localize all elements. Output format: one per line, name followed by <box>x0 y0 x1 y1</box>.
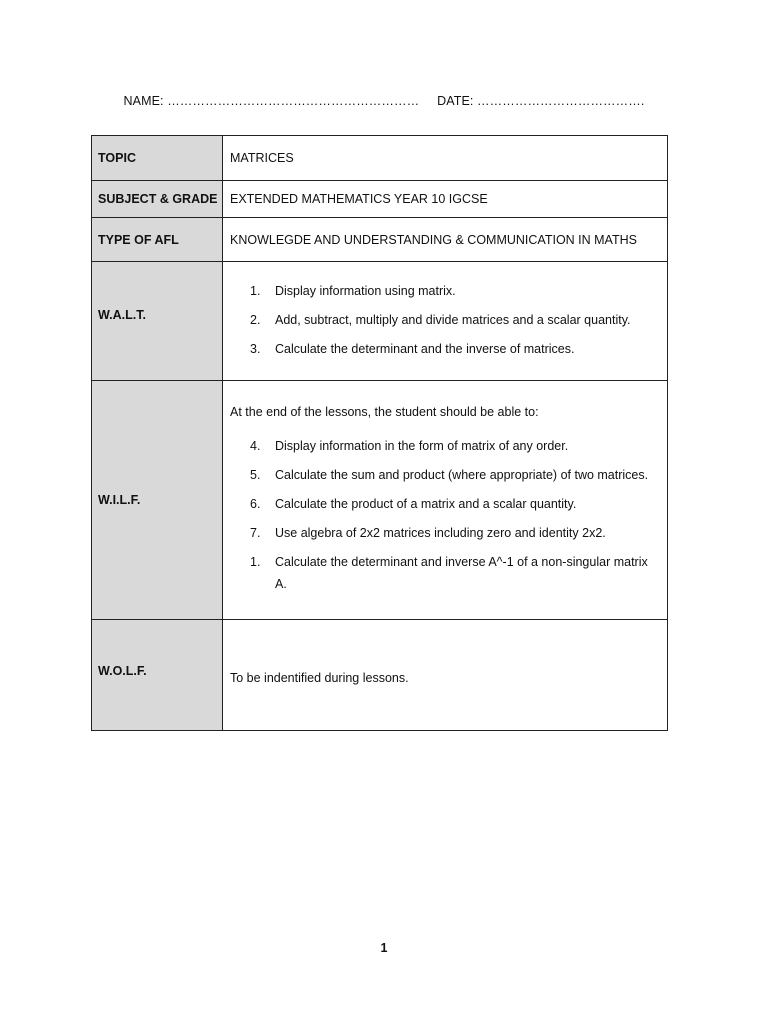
wilf-content <box>223 381 668 620</box>
wolf-content <box>223 620 668 731</box>
list-item <box>223 551 667 595</box>
list-item <box>223 309 667 331</box>
topic-value: MATRICES <box>223 136 668 181</box>
subject-row <box>92 181 668 218</box>
topic-label: TOPIC <box>92 136 223 181</box>
wilf-row <box>92 381 668 620</box>
list-item-number: 7. <box>250 526 261 540</box>
header-spacer <box>419 94 437 108</box>
list-item <box>223 280 667 302</box>
list-item-number: 1. <box>250 284 261 298</box>
list-item-number: 4. <box>250 439 261 453</box>
wolf-text: To be indentified during lessons. <box>230 670 409 685</box>
list-item <box>223 338 667 360</box>
walt-row <box>92 262 668 381</box>
list-item-text: Calculate the product of a matrix and a scalar quantity. <box>275 497 577 511</box>
student-header <box>0 94 768 108</box>
date-field[interactable]: DATE: …………………………………. <box>437 94 645 108</box>
subject-label: SUBJECT & GRADE <box>92 181 223 218</box>
wilf-label: W.I.L.F. <box>92 381 223 620</box>
wolf-label: W.O.L.F. <box>92 620 223 731</box>
list-item-text: Calculate the determinant and the inverse of matrices. <box>275 342 575 356</box>
list-item-text: Calculate the sum and product (where appropriate) of two matrices. <box>275 468 649 482</box>
afl-label: TYPE OF AFL <box>92 218 223 262</box>
list-item <box>223 435 667 457</box>
wilf-intro: At the end of the lessons, the student should be able to: <box>230 405 539 419</box>
list-item-number: 1. <box>250 555 261 569</box>
wilf-list <box>223 435 667 595</box>
list-item-text: Display information in the form of matrix of any order. <box>275 439 569 453</box>
list-item-text: Display information using matrix. <box>275 284 456 298</box>
list-item-number: 3. <box>250 342 261 356</box>
afl-table <box>91 135 668 731</box>
walt-list <box>223 275 667 360</box>
walt-content <box>223 262 668 381</box>
afl-row <box>92 218 668 262</box>
afl-value: KNOWLEGDE AND UNDERSTANDING & COMMUNICATION IN MATHS <box>223 218 668 262</box>
list-item-number: 2. <box>250 313 261 327</box>
list-item-text: Use algebra of 2x2 matrices including zero and identity 2x2. <box>275 526 606 540</box>
walt-label: W.A.L.T. <box>92 262 223 381</box>
list-item-text: Calculate the determinant and inverse A^-1 of a non-singular matrix A. <box>275 555 648 591</box>
subject-value: EXTENDED MATHEMATICS YEAR 10 IGCSE <box>223 181 668 218</box>
list-item <box>223 464 667 486</box>
list-item <box>223 493 667 515</box>
topic-row <box>92 136 668 181</box>
list-item <box>223 522 667 544</box>
wolf-row <box>92 620 668 731</box>
list-item-text: Add, subtract, multiply and divide matrices and a scalar quantity. <box>275 313 631 327</box>
name-field[interactable]: NAME: …………………………………………………… <box>123 94 420 108</box>
list-item-number: 5. <box>250 468 261 482</box>
page-number: 1 <box>380 941 388 955</box>
list-item-number: 6. <box>250 497 261 511</box>
